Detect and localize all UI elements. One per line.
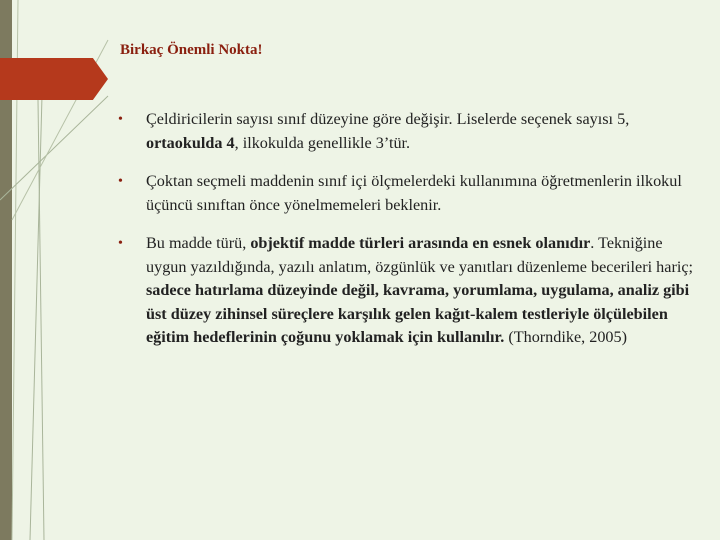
bullet-text: [146, 232, 698, 350]
slide-title: Birkaç Önemli Nokta!: [120, 42, 263, 58]
text-segment: Çoktan seçmeli maddenin sınıf içi ölçmelerdeki kullanımına öğretmenlerin ilkokul üçüncü sınıftan önce yönelmemeleri beklenir.: [146, 172, 682, 214]
text-segment: Çeldiricilerin sayısı sınıf düzeyine göre değişir. Liselerde seçenek sayısı 5,: [146, 110, 630, 128]
bullet-item: [118, 170, 698, 217]
bullet-item: [118, 232, 698, 350]
bullet-text: [146, 170, 698, 217]
text-segment: (Thorndike, 2005): [504, 328, 628, 346]
bold-text-segment: sadece hatırlama düzeyinde değil, kavrama, yorumlama, uygulama, analiz gibi üst düzey zihinsel süreçlere karşılık gelen kağıt-kalem testleriyle ölçülebilen eğitim hedeflerinin çoğunu yoklamak için kullanılır.: [146, 281, 690, 346]
text-segment: . Tekniğine uygun yazıldığında, yazılı anlatım, özgünlük ve yanıtları düzenleme becerileri hariç;: [146, 234, 694, 276]
bullet-marker: •: [118, 174, 123, 189]
title-accent-tab: [0, 58, 108, 100]
bold-text-segment: ortaokulda 4: [146, 133, 235, 152]
text-segment: Bu madde türü,: [146, 234, 251, 252]
bullet-list: [118, 108, 698, 365]
text-segment: , ilkokulda genellikle 3’tür.: [234, 133, 411, 152]
bold-text-segment: objektif madde türleri arasında en esnek olanıdır: [250, 234, 591, 252]
bullet-marker: •: [118, 236, 123, 251]
bullet-text: [146, 108, 698, 155]
bullet-item: [118, 108, 698, 155]
bullet-marker: •: [118, 112, 123, 127]
